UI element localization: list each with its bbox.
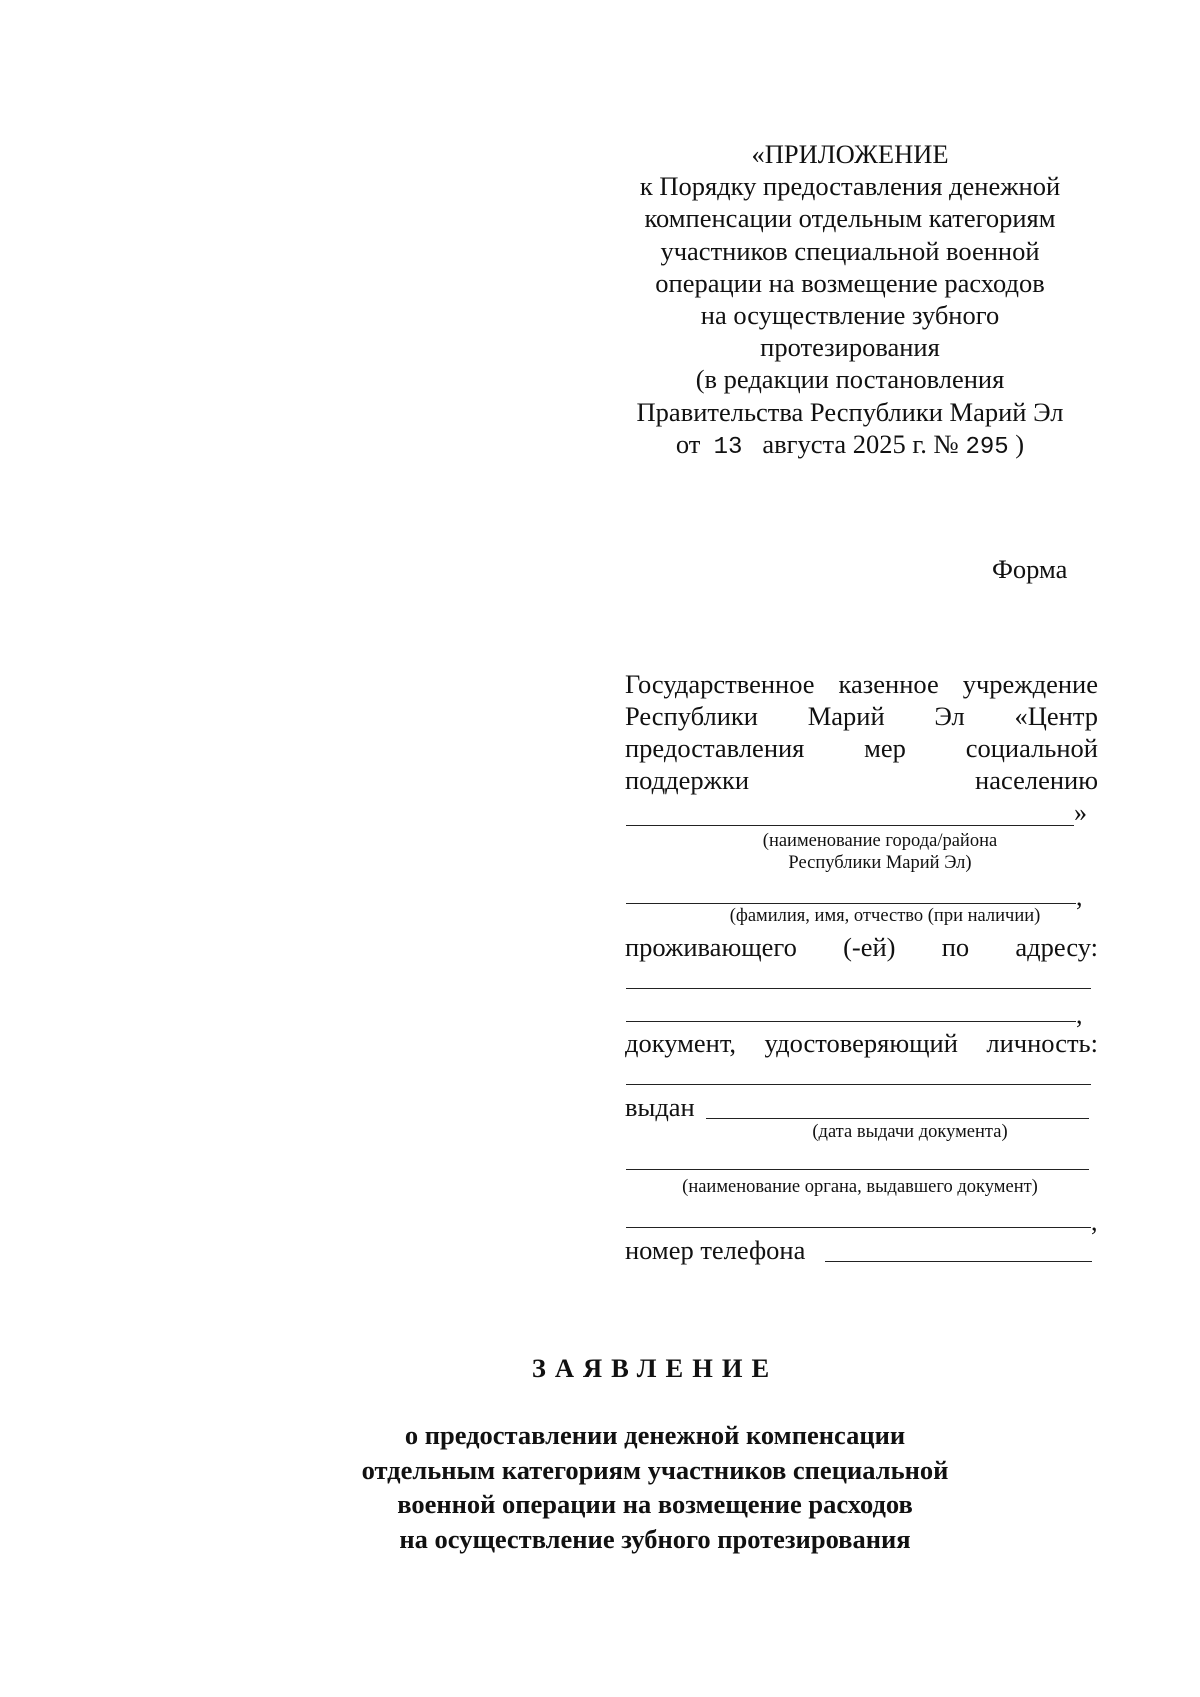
full-name-field[interactable]	[626, 903, 1076, 904]
institution-line: Республики Марий Эл «Центр	[625, 701, 1098, 731]
institution-close-quote: »	[1074, 798, 1087, 827]
full-name-caption: (фамилия, имя, отчество (при наличии)	[729, 906, 1041, 926]
statement-subtitle-line: военной операции на возмещение расходов	[397, 1489, 913, 1519]
date-month-year: августа 2025 г. №	[762, 428, 959, 459]
statement-title: ЗАЯВЛЕНИЕ	[531, 1353, 779, 1383]
address-field-line-2[interactable]	[626, 1021, 1076, 1022]
appendix-line: к Порядку предоставления денежной	[639, 171, 1061, 202]
date-day: 13	[713, 433, 743, 461]
appendix-date-line	[600, 428, 1100, 464]
appendix-header	[600, 138, 1100, 464]
issuer-comma: ,	[1091, 1207, 1098, 1236]
appendix-line: Правительства Республики Марий Эл	[636, 396, 1064, 427]
institution-line: Государственное казенное учреждение	[625, 669, 1098, 699]
institution-line: поддержки населению	[625, 765, 1098, 795]
date-prefix: от	[675, 428, 701, 459]
name-comma: ,	[1076, 882, 1083, 911]
issue-date-caption: (дата выдачи документа)	[812, 1122, 1008, 1142]
appendix-line: протезирования	[760, 332, 940, 363]
appendix-line: участников специальной военной	[660, 235, 1040, 266]
doc-number: 295	[965, 433, 1009, 461]
issuing-authority-caption: (наименование органа, выдавшего документ)	[682, 1177, 1038, 1197]
issuing-authority-field-line-2[interactable]	[626, 1227, 1091, 1228]
phone-field[interactable]	[825, 1261, 1092, 1262]
city-caption: (наименование города/района	[762, 831, 998, 851]
statement-subtitle-line: отдельным категориям участников специальной	[361, 1454, 949, 1485]
identity-document-label: документ, удостоверяющий личность:	[625, 1028, 1098, 1058]
form-label: Форма	[992, 554, 1068, 584]
institution-line: предоставления мер социальной	[625, 733, 1098, 763]
appendix-line: операции на возмещение расходов	[655, 267, 1045, 298]
statement-subtitle	[300, 1418, 1010, 1556]
issue-date-field[interactable]	[706, 1118, 1089, 1119]
city-district-field[interactable]	[626, 825, 1074, 826]
issuing-authority-field[interactable]	[626, 1169, 1089, 1170]
address-label: проживающего (-ей) по адресу:	[625, 932, 1098, 962]
address-field-line-1[interactable]	[626, 988, 1091, 989]
appendix-line: компенсации отдельным категориям	[644, 203, 1056, 234]
issued-label: выдан	[625, 1092, 695, 1122]
statement-subtitle-line: на осуществление зубного протезирования	[399, 1523, 911, 1554]
date-close: )	[1015, 428, 1025, 459]
identity-document-field[interactable]	[626, 1084, 1091, 1085]
address-comma: ,	[1076, 1000, 1083, 1029]
city-caption: Республики Марий Эл)	[788, 853, 972, 873]
appendix-line: (в редакции постановления	[695, 364, 1005, 395]
phone-label: номер телефона	[625, 1235, 806, 1265]
statement-subtitle-line: о предоставлении денежной компенсации	[404, 1420, 906, 1450]
appendix-line: на осуществление зубного	[700, 300, 1000, 331]
appendix-line: «ПРИЛОЖЕНИЕ	[751, 139, 949, 169]
